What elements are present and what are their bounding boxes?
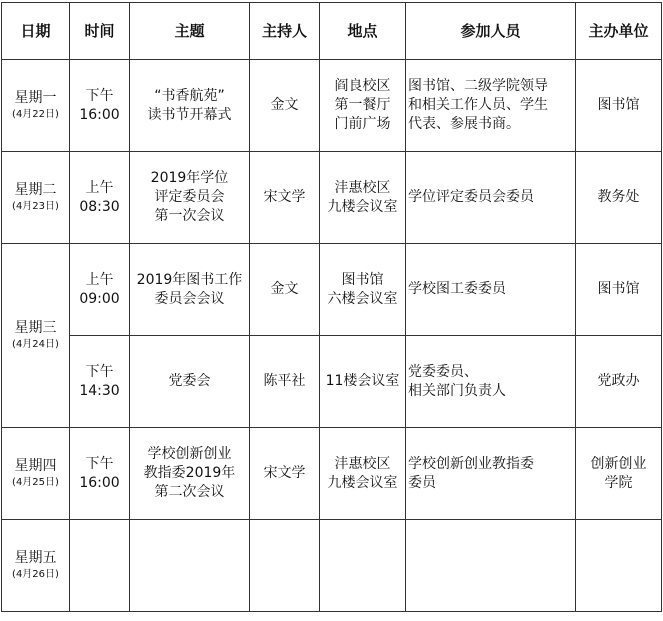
topic-line: 评定委员会	[154, 189, 225, 205]
host-cell: 金文	[250, 60, 320, 152]
topic-line: 委员会会议	[154, 290, 225, 307]
place-cell	[320, 152, 406, 244]
header-time: 时间	[70, 3, 130, 60]
topic-cell	[130, 520, 250, 612]
date-label: (4月23日)	[12, 201, 59, 212]
attendees-cell	[406, 244, 576, 336]
topic-cell	[130, 428, 250, 520]
attendees-cell	[406, 336, 576, 428]
time-period: 上午	[85, 179, 114, 196]
table-row	[2, 152, 662, 244]
attendees-line: 相关部门负责人	[408, 382, 506, 399]
place-line: 图书馆	[341, 271, 384, 288]
place-line: 第一餐厅	[334, 97, 391, 113]
attendees-line: 学位评定委员会委员	[408, 189, 534, 205]
organizer-line: 党政办	[597, 373, 640, 389]
topic-cell	[130, 244, 250, 336]
date-cell	[2, 152, 70, 244]
header-topic: 主题	[130, 3, 250, 60]
date-cell	[2, 244, 70, 428]
topic-line: 学校创新创业	[147, 446, 232, 462]
topic-line: “书香航苑”	[154, 87, 225, 104]
attendees-line: 学校创新创业教指委	[408, 455, 534, 472]
time-cell	[70, 520, 130, 612]
topic-line: 2019年学位	[150, 170, 229, 186]
organizer-line: 教务处	[597, 189, 640, 205]
topic-cell	[130, 336, 250, 428]
organizer-line: 图书馆	[597, 281, 640, 297]
table-row	[2, 60, 662, 152]
header-attendees: 参加人员	[406, 3, 576, 60]
weekday: 星期二	[14, 182, 57, 198]
weekday: 星期一	[14, 90, 57, 106]
organizer-cell	[576, 336, 662, 428]
place-cell	[320, 60, 406, 152]
place-cell	[320, 244, 406, 336]
date-label: (4月24日)	[12, 339, 59, 350]
place-cell	[320, 520, 406, 612]
date-label: (4月26日)	[12, 569, 59, 580]
host-cell: 陈平社	[250, 336, 320, 428]
organizer-line: 创新创业	[590, 455, 647, 472]
table-row	[2, 244, 662, 336]
weekday: 星期五	[14, 550, 57, 566]
weekday: 星期四	[14, 458, 57, 474]
place-line: 门前广场	[334, 116, 391, 132]
date-cell	[2, 60, 70, 152]
date-label: (4月22日)	[12, 109, 59, 120]
place-cell	[320, 428, 406, 520]
organizer-cell	[576, 60, 662, 152]
topic-cell	[130, 152, 250, 244]
organizer-line: 学院	[604, 474, 633, 491]
topic-line: 第一次会议	[154, 208, 225, 224]
organizer-cell	[576, 428, 662, 520]
host-cell	[250, 520, 320, 612]
time-clock: 16:00	[79, 106, 120, 123]
time-clock: 09:00	[79, 290, 120, 307]
place-line: 沣惠校区	[334, 179, 391, 196]
topic-cell	[130, 60, 250, 152]
header-date: 日期	[2, 3, 70, 60]
attendees-line: 党委委员、	[408, 363, 478, 380]
place-cell	[320, 336, 406, 428]
time-cell	[70, 336, 130, 428]
place-line: 沣惠校区	[334, 455, 391, 472]
topic-line: 2019年图书工作	[136, 271, 243, 288]
place-line: 九楼会议室	[327, 198, 398, 215]
table-row	[2, 336, 662, 428]
host-cell: 宋文学	[250, 152, 320, 244]
organizer-cell	[576, 244, 662, 336]
schedule-table	[1, 2, 662, 612]
time-clock: 08:30	[79, 198, 120, 215]
time-clock: 16:00	[79, 474, 120, 491]
time-period: 上午	[85, 271, 114, 288]
attendees-line: 图书馆、二级学院领导	[408, 78, 548, 94]
attendees-line: 学校图工委委员	[408, 281, 506, 297]
date-label: (4月25日)	[12, 477, 59, 488]
place-line: 阎良校区	[334, 78, 391, 94]
time-cell	[70, 428, 130, 520]
time-cell	[70, 152, 130, 244]
place-line: 九楼会议室	[327, 474, 398, 491]
header-organizer: 主办单位	[576, 3, 662, 60]
place-line: 六楼会议室	[327, 290, 398, 307]
attendees-line: 和相关工作人员、学生	[408, 97, 548, 113]
organizer-cell	[576, 152, 662, 244]
table-row	[2, 428, 662, 520]
weekday: 星期三	[14, 320, 57, 336]
time-clock: 14:30	[79, 382, 120, 399]
time-period: 下午	[85, 87, 114, 104]
attendees-cell	[406, 152, 576, 244]
organizer-line: 图书馆	[597, 97, 640, 113]
time-period: 下午	[85, 455, 114, 472]
header-place: 地点	[320, 3, 406, 60]
host-cell: 宋文学	[250, 428, 320, 520]
attendees-line: 代表、参展书商。	[408, 116, 520, 132]
date-cell	[2, 428, 70, 520]
time-cell	[70, 244, 130, 336]
header-row	[2, 3, 662, 60]
time-cell	[70, 60, 130, 152]
attendees-line: 委员	[408, 474, 436, 491]
table-row	[2, 520, 662, 612]
attendees-cell	[406, 60, 576, 152]
attendees-cell	[406, 428, 576, 520]
header-host: 主持人	[250, 3, 320, 60]
topic-line: 党委会	[168, 373, 211, 389]
place-line: 11楼会议室	[325, 373, 400, 389]
time-period: 下午	[85, 363, 114, 380]
attendees-cell	[406, 520, 576, 612]
topic-line: 读书节开幕式	[147, 106, 232, 123]
date-cell	[2, 520, 70, 612]
topic-line: 第二次会议	[154, 484, 225, 500]
organizer-cell	[576, 520, 662, 612]
host-cell: 金文	[250, 244, 320, 336]
topic-line: 教指委2019年	[143, 465, 236, 481]
